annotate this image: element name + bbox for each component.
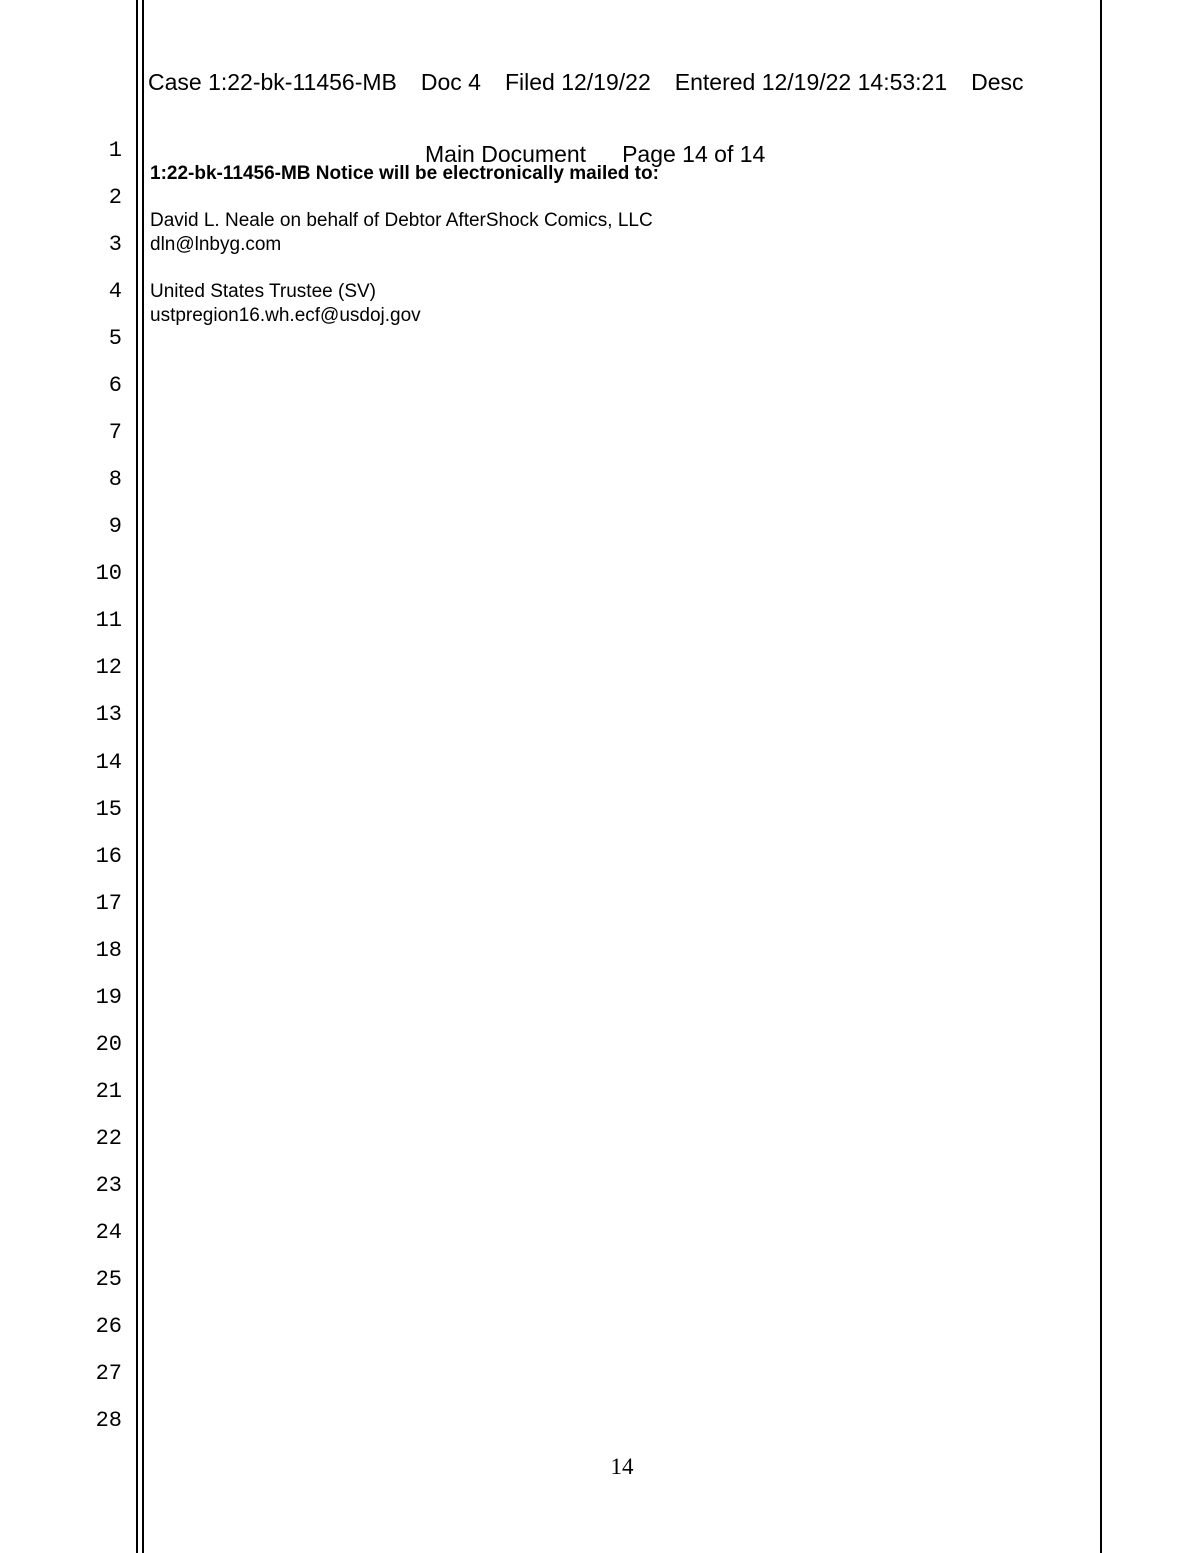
- left-margin-rule-inner: [142, 0, 144, 1553]
- recipient-name: United States Trustee (SV): [150, 281, 376, 302]
- filed-date: Filed 12/19/22: [504, 69, 651, 95]
- line-number: 5: [108, 326, 122, 352]
- line-number: 7: [108, 420, 122, 446]
- case-number: Case 1:22-bk-11456-MB: [148, 69, 397, 95]
- line-number: 9: [108, 514, 122, 540]
- page-number: 14: [610, 1454, 634, 1479]
- recipient-email: ustpregion16.wh.ecf@usdoj.gov: [150, 305, 421, 326]
- line-number: 22: [95, 1125, 122, 1151]
- line-number: 3: [108, 232, 122, 258]
- left-margin-rule-outer: [136, 0, 138, 1553]
- line-number: 12: [95, 655, 122, 681]
- doc-number: Doc 4: [420, 69, 481, 95]
- line-number: 16: [95, 843, 122, 869]
- recipient-name: David L. Neale on behalf of Debtor AfterShock Comics, LLC: [150, 210, 653, 231]
- entered-date: Entered 12/19/22 14:53:21: [674, 69, 948, 95]
- line-number: 21: [95, 1078, 122, 1104]
- line-number: 27: [95, 1361, 122, 1387]
- line-number: 4: [108, 279, 122, 305]
- line-number: 20: [95, 1031, 122, 1057]
- page-count: Page 14 of 14: [622, 141, 766, 167]
- line-number: 6: [108, 373, 122, 399]
- line-number: 24: [95, 1219, 122, 1245]
- line-number: 14: [95, 749, 122, 775]
- line-number: 2: [108, 185, 122, 211]
- line-number: 13: [95, 702, 122, 728]
- line-number: 8: [108, 467, 122, 493]
- line-number: 17: [95, 890, 122, 916]
- line-number: 1: [108, 138, 122, 163]
- line-number: 28: [95, 1408, 122, 1434]
- line-number: 26: [95, 1314, 122, 1339]
- main-document-label: Main Document: [425, 141, 587, 167]
- desc-label: Desc: [971, 69, 1024, 95]
- recipient-email: dln@lnbyg.com: [150, 234, 282, 255]
- line-number: 15: [95, 796, 122, 822]
- line-number: 11: [95, 608, 122, 634]
- line-number: 25: [95, 1266, 122, 1292]
- notice-heading: 1:22-bk-11456-MB Notice will be electronically mailed to:: [150, 163, 659, 184]
- right-margin-rule: [1100, 0, 1102, 1553]
- line-number: 23: [95, 1172, 122, 1198]
- line-number: 19: [95, 984, 122, 1010]
- line-number: 10: [95, 561, 122, 587]
- line-number: 18: [95, 937, 122, 963]
- filing-header-line-1: [148, 70, 1088, 94]
